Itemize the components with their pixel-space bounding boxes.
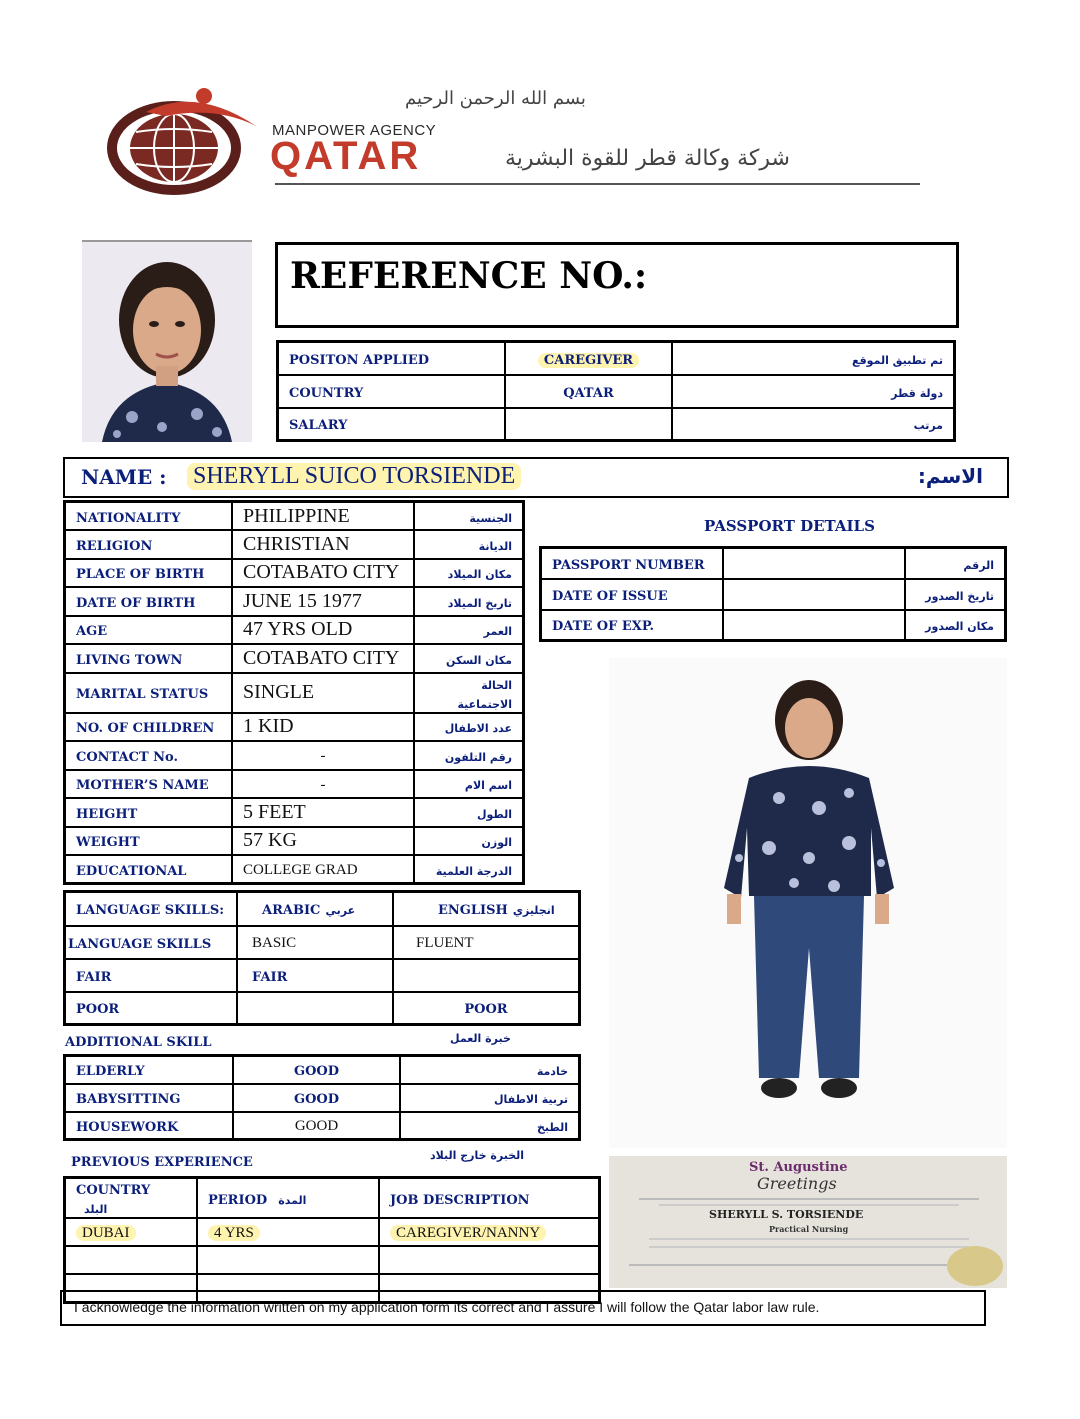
experience-country: DUBAI: [76, 1225, 136, 1241]
personal-row: [65, 502, 524, 531]
experience-table: [63, 1176, 601, 1304]
personal-label-arabic: الوزن: [481, 836, 512, 850]
personal-row: [65, 713, 524, 742]
acknowledgement-box: [60, 1290, 986, 1326]
header-divider: [275, 183, 920, 185]
passport-row: [541, 548, 1006, 579]
personal-label-arabic: اسم الام: [464, 779, 512, 793]
personal-label-arabic: تاريخ الميلاد: [447, 596, 512, 610]
certificate-line: [649, 1238, 969, 1240]
personal-row: [65, 741, 524, 770]
position-value: QATAR: [563, 385, 614, 401]
additional-skill-arabic: تربية الاطفال: [493, 1093, 568, 1106]
name-label: NAME :: [81, 465, 167, 489]
position-label: SALARY: [289, 418, 348, 434]
personal-label-arabic: الجنسية: [469, 511, 512, 525]
personal-label-arabic: عدد الاطفال: [444, 722, 512, 736]
passport-label: DATE OF ISSUE: [552, 588, 668, 604]
language-header-label: LANGUAGE SKILLS:: [76, 903, 225, 919]
passport-row: [541, 579, 1006, 610]
position-table: [276, 340, 956, 442]
personal-label-arabic: الديانة: [478, 539, 512, 553]
applicant-full-body-photo: [609, 658, 1007, 1148]
reference-box: [275, 242, 959, 328]
personal-value: JUNE 15 1977: [243, 589, 362, 612]
full-body-illustration: [609, 658, 1007, 1148]
language-col-english-ar: انجليزي: [512, 904, 555, 918]
personal-label: EDUCATIONAL: [76, 863, 187, 879]
personal-label: NO. OF CHILDREN: [76, 721, 215, 737]
language-row-label: LANGUAGE SKILLS: [68, 936, 212, 952]
name-row: [63, 457, 1009, 498]
name-value: SHERYLL SUICO TORSIENDE: [187, 463, 521, 490]
position-row: [278, 342, 955, 375]
previous-experience-label: PREVIOUS EXPERIENCE: [71, 1155, 253, 1170]
agency-logo: [86, 86, 266, 196]
language-row: [65, 992, 580, 1025]
personal-row: [65, 827, 524, 856]
certificate-recipient: SHERYLL S. TORSIENDE: [709, 1208, 864, 1221]
applicant-headshot-photo: [82, 240, 252, 442]
personal-value: COLLEGE GRAD: [243, 862, 358, 878]
certificate-title: Greetings: [757, 1174, 837, 1193]
personal-label-arabic: الدرجة العلمية: [435, 864, 512, 878]
reference-label: REFERENCE NO.:: [290, 255, 648, 297]
personal-value: -: [320, 776, 326, 793]
headshot-illustration: [82, 242, 252, 442]
basmala-calligraphy: بسم الله الرحمن الرحيم: [405, 88, 586, 109]
personal-value: 57 KG: [243, 829, 297, 852]
language-arabic-level: BASIC: [252, 935, 297, 951]
language-row-label: FAIR: [76, 969, 112, 985]
position-row: [278, 408, 955, 441]
experience-job: CAREGIVER/NANNY: [390, 1225, 546, 1241]
additional-skill-arabic: الطبخ: [536, 1120, 568, 1134]
personal-label: RELIGION: [76, 538, 153, 554]
language-row: [65, 926, 580, 959]
additional-skill-value: GOOD: [293, 1092, 340, 1107]
agency-name-line1: MANPOWER AGENCY: [272, 122, 437, 139]
personal-label: MARITAL STATUS: [76, 687, 209, 702]
language-row-label: POOR: [76, 1002, 120, 1018]
personal-value: COTABATO CITY: [243, 646, 400, 669]
language-col-arabic-ar: عربي: [325, 904, 356, 918]
certificate-school: St. Augustine: [749, 1160, 848, 1175]
passport-label-arabic: مكان الصدور: [925, 620, 994, 634]
language-col-arabic: ARABIC: [262, 903, 321, 919]
certificate-seal: [947, 1246, 1003, 1286]
additional-skill-value: GOOD: [293, 1064, 340, 1080]
experience-row: [65, 1218, 600, 1246]
experience-row: [65, 1246, 600, 1274]
personal-value: 5 FEET: [243, 800, 306, 823]
additional-skill-row: [65, 1084, 580, 1112]
personal-label: MOTHER’S NAME: [76, 778, 209, 794]
additional-skill-label: ADDITIONAL SKILL: [65, 1035, 212, 1050]
experience-period: 4 YRS: [208, 1225, 260, 1241]
additional-skill-label-cell: HOUSEWORK: [76, 1119, 179, 1135]
personal-row: [65, 530, 524, 559]
passport-label: DATE OF EXP.: [552, 619, 654, 635]
position-value: CAREGIVER: [538, 353, 639, 368]
personal-label: HEIGHT: [76, 806, 138, 822]
additional-skill-arabic: خادمة: [536, 1065, 568, 1079]
personal-label-arabic: الطول: [476, 807, 512, 821]
experience-col-period: PERIOD: [208, 1192, 268, 1208]
personal-label-arabic: مكان السكن: [446, 653, 512, 667]
personal-row: [65, 644, 524, 673]
position-label: POSITON APPLIED: [289, 352, 430, 368]
personal-label: DATE OF BIRTH: [76, 595, 196, 611]
certificate-course: Practical Nursing: [769, 1224, 849, 1234]
previous-experience-label-arabic: الخبرة خارج البلاد: [430, 1149, 525, 1162]
language-english-level: POOR: [464, 1002, 508, 1018]
personal-label-arabic: الحالة الاجتماعية: [457, 678, 512, 711]
certificate-line: [659, 1204, 959, 1206]
personal-value: 47 YRS OLD: [243, 618, 353, 641]
acknowledgement-text: I acknowledge the information written on my application form its correct and I assure I will follow the Qatar labor law rule.: [74, 1299, 820, 1315]
additional-skill-row: [65, 1112, 580, 1140]
position-label-arabic: تم تطبيق الموقع: [851, 353, 943, 367]
personal-row: [65, 855, 524, 884]
experience-col-country: COUNTRY: [76, 1183, 151, 1198]
agency-name-line2: QATAR: [270, 134, 422, 178]
personal-label: CONTACT No.: [76, 749, 179, 765]
personal-value: 1 KID: [243, 715, 294, 738]
language-col-english: ENGLISH: [438, 903, 508, 919]
personal-label: AGE: [76, 624, 108, 640]
personal-label-arabic: العمر: [483, 625, 512, 639]
agency-name-arabic: شركة وكالة قطر للقوة البشرية: [505, 146, 790, 171]
additional-skill-value: GOOD: [294, 1118, 339, 1135]
personal-value: CHRISTIAN: [243, 532, 350, 555]
position-label-arabic: دولة قطر: [891, 386, 943, 400]
experience-col-job: JOB DESCRIPTION: [390, 1192, 530, 1208]
certificate-line: [639, 1198, 979, 1200]
personal-value: PHILIPPINE: [243, 504, 350, 527]
additional-skill-label-cell: ELDERLY: [76, 1064, 145, 1080]
personal-value: COTABATO CITY: [243, 561, 400, 584]
personal-row: [65, 587, 524, 616]
personal-row: [65, 673, 524, 713]
passport-label-arabic: تاريخ الصدور: [925, 589, 994, 603]
personal-row: [65, 559, 524, 588]
personal-value: -: [320, 748, 326, 765]
position-row: [278, 375, 955, 408]
certificate-image: [609, 1156, 1007, 1288]
personal-value: SINGLE: [243, 681, 315, 703]
experience-col-period-ar: المدة: [278, 1193, 307, 1207]
experience-col-country-ar: البلد: [84, 1203, 108, 1216]
language-row: [65, 959, 580, 992]
certificate-line: [629, 1264, 989, 1266]
language-english-level: FLUENT: [416, 935, 474, 951]
personal-row: [65, 798, 524, 827]
personal-label-arabic: مكان الميلاد: [447, 568, 512, 582]
name-label-arabic: :الاسم: [917, 464, 983, 488]
personal-label-arabic: رقم التلفون: [444, 750, 512, 764]
personal-row: [65, 770, 524, 799]
additional-skill-label-cell: BABYSITTING: [76, 1092, 181, 1107]
passport-row: [541, 610, 1006, 641]
position-label-arabic: مرتب: [913, 419, 943, 433]
language-arabic-level: FAIR: [252, 969, 288, 985]
position-label: COUNTRY: [289, 385, 364, 401]
additional-skills-table: [63, 1054, 581, 1141]
language-skills-table: [63, 890, 581, 1026]
personal-label: PLACE OF BIRTH: [76, 567, 205, 583]
passport-title: PASSPORT DETAILS: [704, 517, 875, 535]
certificate-line: [649, 1246, 969, 1248]
additional-skill-row: [65, 1056, 580, 1084]
passport-label-arabic: الرقم: [963, 558, 994, 572]
personal-label: WEIGHT: [76, 835, 140, 851]
passport-table: [539, 546, 1007, 642]
additional-skill-label-arabic: خبرة العمل: [450, 1032, 511, 1045]
personal-label: LIVING TOWN: [76, 652, 183, 668]
personal-details-table: [63, 500, 525, 885]
personal-label: NATIONALITY: [76, 510, 181, 526]
passport-label: PASSPORT NUMBER: [552, 557, 705, 573]
personal-row: [65, 616, 524, 645]
